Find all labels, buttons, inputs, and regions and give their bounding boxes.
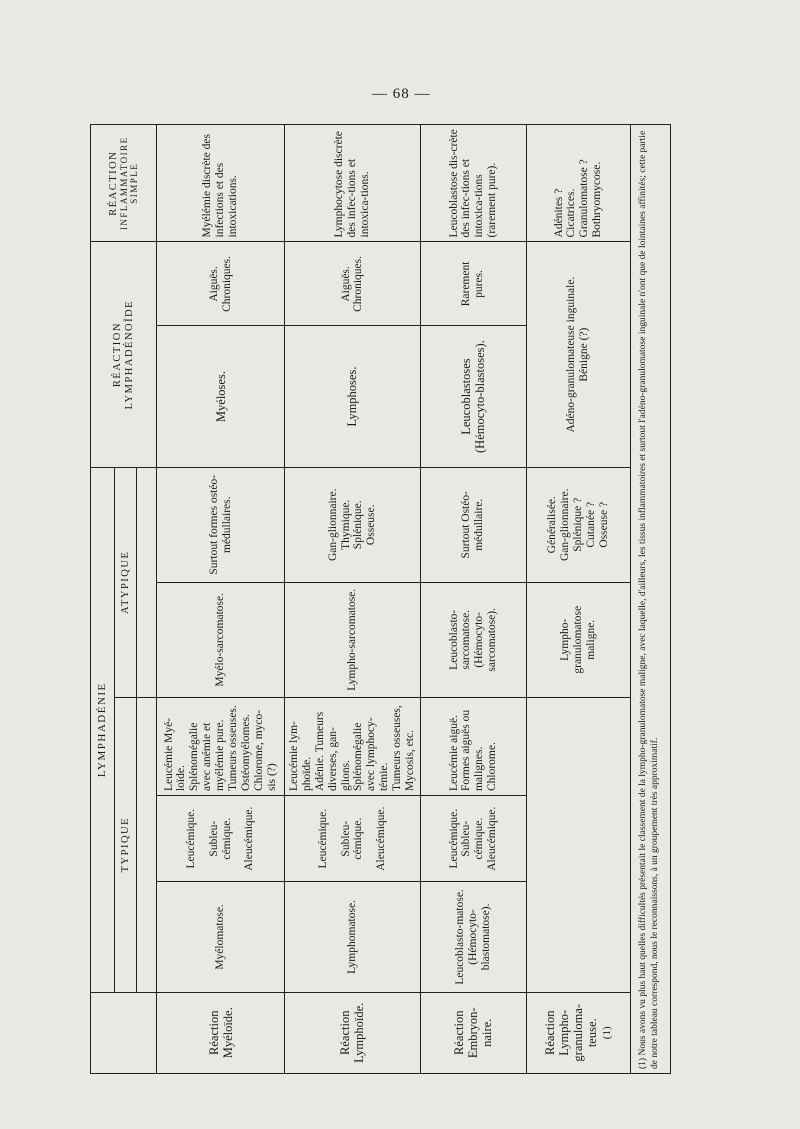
cell-text: Osseuse ?: [597, 501, 610, 548]
cell-text: Leucémique.: [316, 808, 329, 869]
cell-text: Subleu-cémique.: [339, 817, 365, 860]
rotated-table-container: [90, 124, 714, 1074]
table-row-lymphoide: [285, 125, 421, 1074]
cell-text: Subleu-cémique.: [460, 817, 486, 860]
cell-text: Leucémie aiguë.: [447, 715, 460, 792]
cell-myeloide-at1: Myélo-sarcomatose.: [157, 582, 285, 697]
cell-embryonnaire-typ2: [420, 796, 526, 882]
header-reaction-inflammatoire-line1: RÉACTION: [107, 150, 119, 216]
cell-embryonnaire-at1: Leucoblasto-sarcomatose. (Hémocyto-sarcomatose).: [420, 582, 526, 697]
cell-text: Aleucémique.: [243, 806, 256, 871]
cell-text: Généralisée.: [546, 496, 559, 554]
cell-myeloide-typ2: [157, 796, 285, 882]
header-reaction-inflammatoire: [91, 125, 157, 242]
footnote-marker: (1): [601, 1026, 614, 1040]
header-reaction-lymphadenoide: [91, 242, 157, 467]
page-number: — 68 —: [372, 86, 431, 102]
cell-text: Aiguës.: [339, 266, 352, 302]
table-sheet: [90, 124, 714, 1074]
cell-text: Chlorome, myco-sis (?): [252, 709, 278, 792]
table-row-lymphogranulomateuse: [526, 125, 630, 1074]
cell-lymphoide-at2: [285, 467, 421, 582]
cell-text: Chroniques.: [352, 255, 365, 312]
cell-text: Tumeurs osseuses.: [226, 705, 239, 792]
row-label-myeloide: Réaction Myéloïde.: [157, 992, 285, 1073]
cell-embryonnaire-typ1: Leucoblasto-matose. (Hémocyto-blastomatose).: [420, 882, 526, 992]
cell-text: Bénigne (?): [578, 327, 591, 382]
header-atypique-spacer: [137, 467, 157, 697]
cell-text: Aleucémique.: [375, 806, 388, 871]
cell-text: Splénique.: [352, 500, 365, 550]
cell-text: Chroniques.: [220, 255, 233, 312]
cell-embryonnaire-typ3: [420, 697, 526, 795]
cell-text: Leucémie Myé-loïde.: [162, 717, 188, 792]
corner-cell: [91, 992, 157, 1073]
cell-text: Chlorome.: [486, 742, 499, 792]
cell-lymphogranulomateuse-inf: [526, 125, 630, 242]
cell-lymphoide-typ3: [285, 697, 421, 795]
cell-text: Osseuse.: [365, 504, 378, 546]
cell-embryonnaire-inf: Leucoblastose dis-crète des infec-tions et intoxica-tions (rarement pure).: [420, 125, 526, 242]
cell-lymphoide-at1: Lympho-sarcomatose.: [285, 582, 421, 697]
classification-table: [90, 124, 671, 1074]
cell-myeloide-ly1: Myéloses.: [157, 326, 285, 467]
row-label-lymphogranulomateuse: [526, 992, 630, 1073]
cell-lymphoide-ly1: Lymphoses.: [285, 326, 421, 467]
cell-text: Subleu-cémique.: [207, 817, 233, 860]
cell-lymphogranulomateuse-ly: [526, 242, 630, 467]
header-lymphadenie: LYMPHADÉNIE: [91, 467, 115, 992]
cell-lymphoide-inf: Lymphocytose discrète des infec-tions et intoxica-tions.: [285, 125, 421, 242]
cell-embryonnaire-at2: Surtout Ostéo-médullaire.: [420, 467, 526, 582]
cell-myeloide-at2: Surtout formes ostéo-médullaires.: [157, 467, 285, 582]
cell-text: Cutanée ?: [584, 501, 597, 548]
cell-text: Thymique.: [339, 499, 352, 550]
row-label-embryonnaire: Réaction Embryon-naire.: [420, 992, 526, 1073]
cell-lymphogranulomateuse-at2: [526, 467, 630, 582]
header-reaction-inflammatoire-line2: INFLAMMATOIRE: [119, 136, 130, 231]
cell-myeloide-inf: Myélémie discrète des infections et des intoxications.: [157, 125, 285, 242]
cell-text: Splénique ?: [571, 497, 584, 552]
cell-text: Gan-glionnaire.: [326, 488, 339, 562]
cell-embryonnaire-ly1: Leucoblastoses (Hémocyto-blastoses).: [420, 326, 526, 467]
cell-lymphoide-typ2: [285, 796, 421, 882]
row-label-text: Réaction Lympho-granuloma-teuse.: [543, 1003, 600, 1062]
cell-text: Tumeurs osseuses, Mycosis, etc.: [391, 705, 416, 792]
cell-text: Leucémique.: [184, 808, 197, 869]
table-row-myeloide: [157, 125, 285, 1074]
cell-lymphoide-ly2: [285, 242, 421, 326]
cell-text: Gan-glionnaire.: [558, 488, 571, 562]
cell-lymphoide-typ1: Lymphomatose.: [285, 882, 421, 992]
header-reaction-lymphadenoide-line2: LYMPHADÉNOÏDE: [123, 299, 135, 410]
cell-text: Aiguës.: [207, 266, 220, 302]
footnote: (1) Nous avons vu plus haut quelles difficultés présentait le classement de la lympho-granulomatose maligne, avec laquelle, d'ailleurs, les tissus inflammatoires et surtout l'adéno-granulomatose inguinale n'ont que de lointaines affinités; cette partie de notre tableau correspond, nous le reconnaissons, à un groupement très approximatif.: [630, 125, 670, 1074]
cell-myeloide-typ1: Myélomatose.: [157, 882, 285, 992]
cell-text: Ostéomyélomes.: [239, 714, 252, 792]
cell-embryonnaire-ly2: Rarement pures.: [420, 242, 526, 326]
cell-text: Adénites ?: [552, 188, 565, 238]
cell-text: Adéno-granulomateuse inguinale.: [565, 276, 578, 433]
header-reaction-lymphadenoide-line1: RÉACTION: [111, 322, 123, 388]
cell-text: Aleucémique.: [486, 806, 499, 871]
cell-text: Leucémie lym-phoïde.: [288, 721, 313, 792]
cell-myeloide-ly2: [157, 242, 285, 326]
cell-lymphogranulomateuse-typique-empty: [526, 697, 630, 992]
table-row-embryonnaire: [420, 125, 526, 1074]
cell-myeloide-typ3: [157, 697, 285, 795]
cell-text: Bothryomycose.: [591, 161, 604, 238]
cell-text: Formes aiguës ou malignes.: [460, 709, 486, 792]
header-typique: TYPIQUE: [115, 697, 137, 992]
cell-text: Granulomatose ?: [578, 159, 591, 238]
cell-text: Leucémique.: [447, 808, 460, 869]
cell-text: Splénomégalie avec anémie et myélémie pure.: [188, 719, 227, 792]
header-typique-spacer: [137, 697, 157, 992]
cell-text: Adénie. Tumeurs diverses, gan-glions.: [313, 711, 352, 792]
cell-lymphogranulomateuse-at1: Lympho-granulomatose maligne.: [526, 582, 630, 697]
header-atypique: ATYPIQUE: [115, 467, 137, 697]
row-label-lymphoide: Réaction Lymphoïde.: [285, 992, 421, 1073]
header-reaction-inflammatoire-line3: SIMPLE: [129, 162, 140, 204]
cell-text: Splénomégalie avec lymphocy-témie.: [352, 717, 391, 792]
cell-text: Cicatrices.: [565, 188, 578, 238]
